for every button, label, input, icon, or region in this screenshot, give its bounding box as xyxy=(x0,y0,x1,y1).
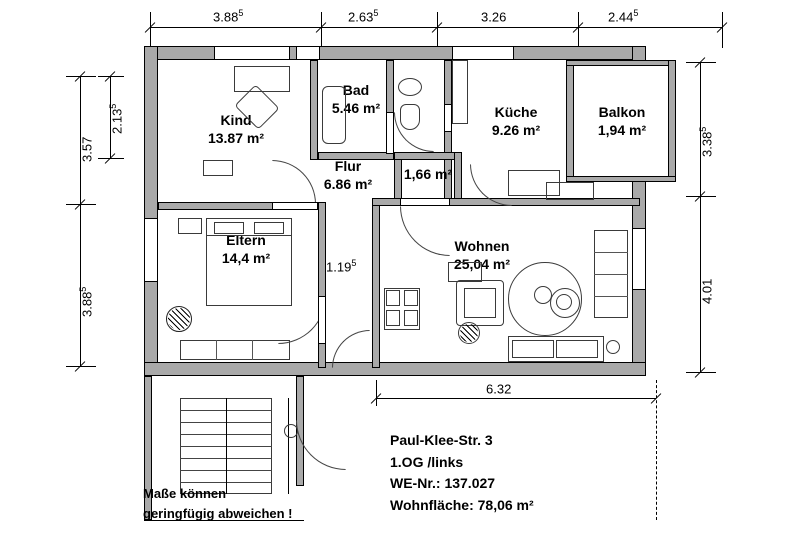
side-table-wohnen xyxy=(448,262,482,282)
kitchen-counter-left xyxy=(452,60,468,124)
room-area-kind: 13.87 m² xyxy=(207,129,265,146)
left-dimension-1 xyxy=(78,137,94,162)
interior-wall-kueche-left-upper xyxy=(444,60,452,106)
right-dim-1-value: 3.38 xyxy=(699,131,715,157)
top-dim-ext-3 xyxy=(437,12,438,48)
interior-wall-abstell-top xyxy=(394,152,462,160)
room-label-flur xyxy=(312,158,384,193)
top-dim-2-value: 2.63 xyxy=(348,9,374,25)
room-name-bad: Bad xyxy=(342,82,370,98)
kitchen-unit-right xyxy=(546,182,594,200)
armchair-seat xyxy=(464,288,496,318)
dining-chair-4 xyxy=(404,310,418,326)
door-opening-bad xyxy=(386,112,394,154)
room-name-wohnen: Wohnen xyxy=(454,238,510,254)
floor-lamp-wohnen xyxy=(606,340,620,354)
sink-icon xyxy=(398,78,422,96)
left-dimension-2 xyxy=(78,287,94,317)
left-dim-1-value: 3.57 xyxy=(79,136,95,162)
dining-chair-2 xyxy=(404,290,418,306)
top-dim-ext-2 xyxy=(321,12,322,48)
room-area-flur: 6.86 m² xyxy=(323,175,373,192)
top-dim-2-sup: 5 xyxy=(373,8,379,18)
top-dimension-4 xyxy=(608,8,638,24)
room-label-abstell xyxy=(398,166,458,184)
shelf-line-3 xyxy=(594,296,628,297)
door-opening-kind xyxy=(272,202,318,210)
top-dim-1-value: 3.88 xyxy=(213,9,239,25)
furniture-desk-kind xyxy=(234,66,290,92)
balkon-wall-right xyxy=(668,60,676,182)
left-dim-2-sup: 5 xyxy=(78,286,88,292)
shelf-line-1 xyxy=(594,252,628,253)
left-dim-2-value: 3.88 xyxy=(79,291,95,317)
left-dimension-line-outer xyxy=(80,76,81,366)
title-we-nr: WE-Nr.: 137.027 xyxy=(390,475,496,492)
right-dim-1-sup: 5 xyxy=(698,126,708,132)
title-living-area: Wohnfläche: 78,06 m² xyxy=(390,497,534,514)
bottom-dimension-line xyxy=(376,398,656,399)
title-block xyxy=(390,430,534,517)
bathtub-icon xyxy=(322,86,346,144)
window-bad-top xyxy=(296,46,320,60)
top-dim-ext-4 xyxy=(578,12,579,48)
top-dim-ext-1 xyxy=(150,12,151,48)
disclaimer-line-2: geringfügig abweichen ! xyxy=(143,505,293,521)
bottom-dim-ext-1 xyxy=(376,380,377,406)
sofa-cushion-1 xyxy=(512,340,554,358)
door-arc-bad xyxy=(394,112,434,152)
title-floor: 1.OG /links xyxy=(390,453,464,470)
room-name-balkon: Balkon xyxy=(598,104,646,120)
door-opening-eltern xyxy=(318,296,326,344)
stair-side-rail xyxy=(288,398,289,494)
room-area-wohnen: 25,04 m² xyxy=(453,255,511,272)
top-dim-4-sup: 5 xyxy=(633,8,639,18)
title-street: Paul-Klee-Str. 3 xyxy=(390,432,493,448)
window-kind-top xyxy=(214,46,290,60)
right-dim-2-value-real: 4.01 xyxy=(699,278,715,304)
room-label-kueche xyxy=(466,104,566,139)
pillow-left xyxy=(214,222,244,234)
bottom-dimension-1 xyxy=(486,380,511,396)
room-area-bad: 5.46 m² xyxy=(331,99,381,116)
door-opening-wohnen xyxy=(400,198,450,206)
dining-chair-1 xyxy=(386,290,400,306)
left-inner-dim-value: 2.13 xyxy=(109,108,125,134)
top-dimension-2 xyxy=(348,8,378,24)
sideboard-divider-1 xyxy=(216,340,217,360)
right-dimension-2 xyxy=(698,279,714,304)
interior-dim-sup: 5 xyxy=(351,258,357,268)
room-name-kueche: Küche xyxy=(494,104,538,120)
stair-center-rail xyxy=(226,398,227,494)
top-dim-1-sup: 5 xyxy=(238,8,244,18)
furniture-nightstand-kind xyxy=(203,160,233,176)
room-label-kind xyxy=(176,112,296,147)
nightstand-eltern-left xyxy=(178,218,202,234)
sofa-cushion-2 xyxy=(556,340,598,358)
bottom-dim-ext-2-dashed xyxy=(656,380,657,520)
left-inner-dim-sup: 5 xyxy=(108,103,118,109)
room-area-kueche: 9.26 m² xyxy=(491,121,541,138)
interior-wall-kind-bad xyxy=(310,60,318,160)
disclaimer-line-1: Maße können xyxy=(143,486,227,501)
exterior-wall-left xyxy=(144,46,158,376)
interior-dimension-1 xyxy=(326,258,356,274)
dining-chair-3 xyxy=(386,310,400,326)
window-eltern-left xyxy=(144,218,158,282)
pouf-wohnen xyxy=(534,286,552,304)
room-area-balkon: 1,94 m² xyxy=(597,121,647,138)
balkon-wall-left xyxy=(566,60,574,182)
top-dim-ext-5 xyxy=(722,12,723,48)
balkon-wall-top xyxy=(566,60,676,66)
top-dim-3-value: 3.26 xyxy=(481,9,507,25)
interior-wall-flur-wohnen xyxy=(372,198,380,368)
right-dimension-1 xyxy=(698,127,714,157)
coffee-table-inner xyxy=(556,294,572,310)
disclaimer-note xyxy=(143,484,293,523)
door-arc-wohnen xyxy=(400,206,450,256)
top-dimension-3 xyxy=(481,8,506,24)
exterior-wall-bottom xyxy=(144,362,646,376)
bottom-dim-value: 6.32 xyxy=(486,381,512,397)
left-dimension-inner-1 xyxy=(108,104,124,134)
sideboard-eltern xyxy=(180,340,290,360)
door-arc-kind xyxy=(272,160,316,204)
door-opening-kueche xyxy=(444,104,452,132)
room-name-eltern: Eltern xyxy=(226,232,266,248)
door-arc-flur-wohnen xyxy=(332,330,370,368)
window-wohnen-right xyxy=(632,228,646,290)
plant-foliage-hatch xyxy=(168,308,190,330)
sideboard-divider-2 xyxy=(252,340,253,360)
room-label-balkon xyxy=(576,104,668,139)
window-kueche-top xyxy=(452,46,514,60)
interior-dim-value: 1.19 xyxy=(326,259,352,275)
top-dimension-1 xyxy=(213,8,243,24)
shelf-line-2 xyxy=(594,274,628,275)
room-area-eltern: 14,4 m² xyxy=(221,249,271,266)
plant-wohnen-hatch xyxy=(460,324,478,342)
room-area-abstell: 1,66 m² xyxy=(403,166,453,182)
pillow-right xyxy=(254,222,284,234)
top-dim-4-value: 2.44 xyxy=(608,9,634,25)
room-name-kind: Kind xyxy=(220,112,252,128)
room-name-flur: Flur xyxy=(334,158,362,174)
right-dimension-line xyxy=(700,62,701,372)
